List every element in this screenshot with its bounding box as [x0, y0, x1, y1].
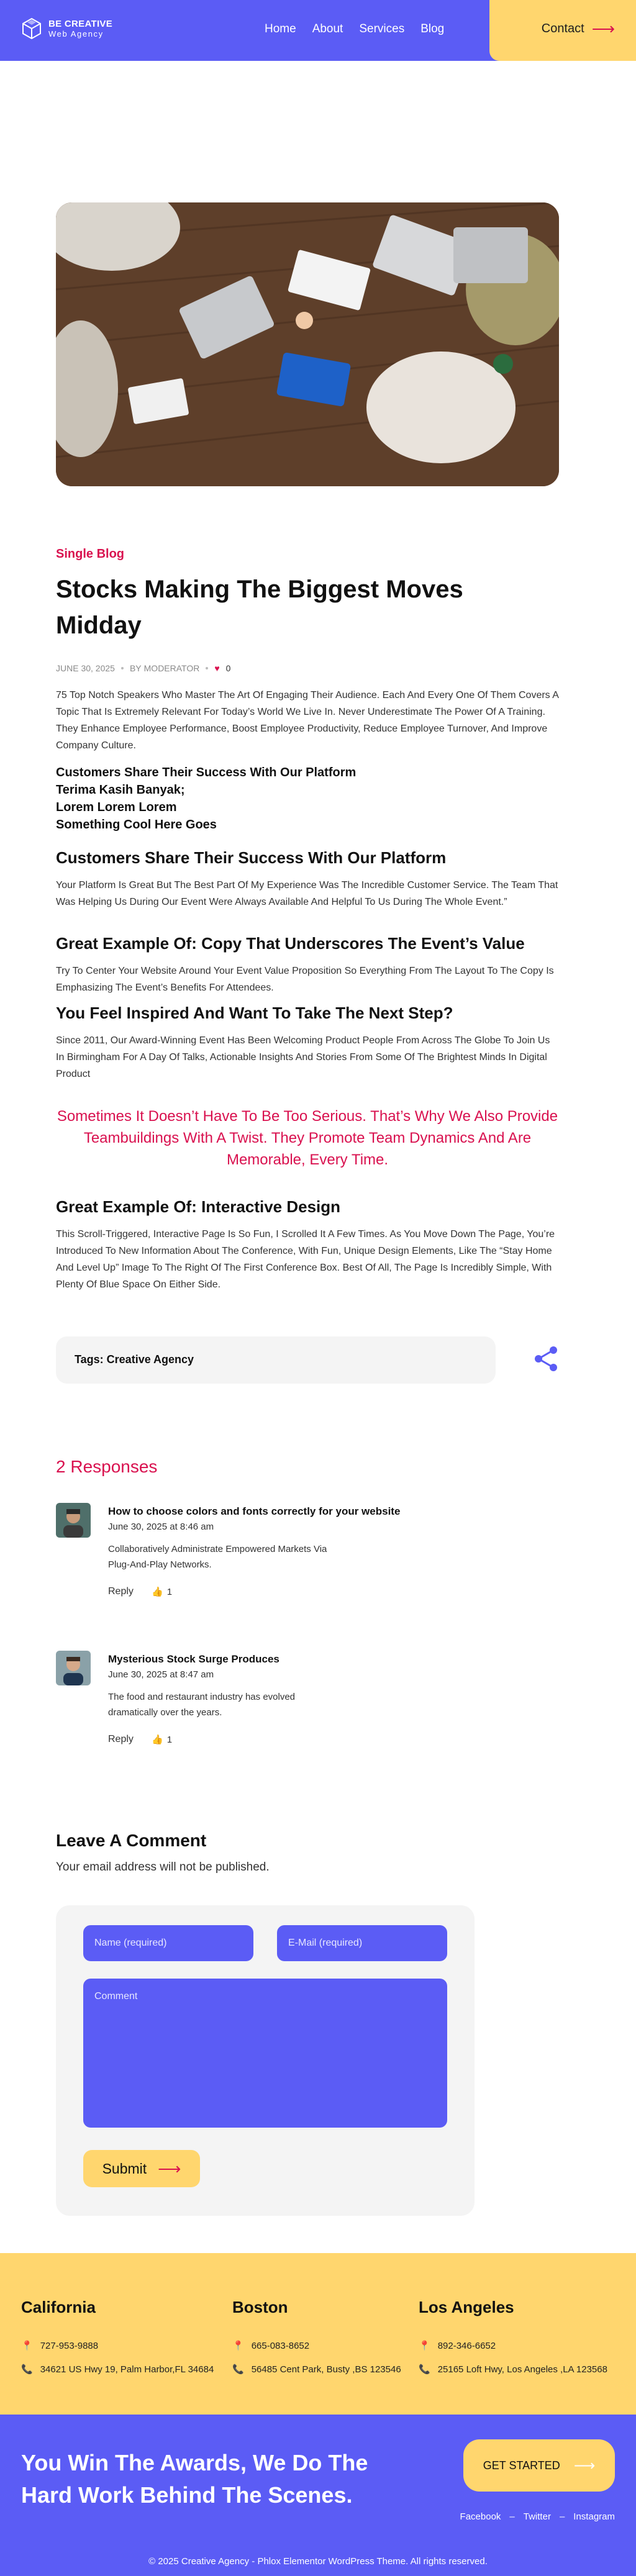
arrow-right-icon: ⟶ — [158, 2159, 181, 2178]
thumbs-up-icon: 👍 — [152, 1587, 163, 1597]
avatar-image — [56, 1503, 91, 1538]
get-started-button[interactable] — [463, 2439, 615, 2492]
comment-like-button[interactable] — [152, 1586, 172, 1597]
comment-form — [56, 1905, 475, 2216]
social-instagram[interactable]: Instagram — [573, 2511, 615, 2522]
tags-box — [56, 1336, 496, 1384]
social-separator: – — [509, 2511, 515, 2522]
list-item: Lorem Lorem Lorem — [56, 800, 177, 814]
contact-button[interactable] — [542, 20, 615, 37]
comment-date[interactable]: June 30, 2025 at 8:47 am — [108, 1669, 214, 1680]
section-paragraph: Your Platform Is Great But The Best Part Of My Experience Was The Incredible Customer Service. The Team That Was Helping Us During Our Event Were Always Available And Helpful To Us During The Whole Event.” — [56, 880, 558, 907]
location-phone[interactable] — [21, 2340, 98, 2351]
post-meta — [56, 663, 230, 673]
section-heading: Great Example Of: Copy That Underscores The Event’s Value — [56, 934, 525, 953]
meeting-table-photo — [56, 202, 559, 486]
post-intro: 75 Top Notch Speakers Who Master The Art Of Engaging Their Audience. Each And Every One Of Them Covers A Topic That Is Extremely Relevant For Today’s World We Live In. Never Underestimate The Power Of A Training. They Enhance Employee Performance, Boost Employee Productivity, Reduce Employee Turnover, And Improve Company Culture. — [56, 690, 559, 751]
blog-post — [0, 61, 636, 2314]
location-city: California — [21, 2298, 96, 2316]
comment-date[interactable]: June 30, 2025 at 8:46 am — [108, 1522, 214, 1532]
footer-cta-title: You Win The Awards, We Do The Hard Work Behind The Scenes. — [21, 2450, 368, 2508]
phone-icon: 📞 — [419, 2364, 430, 2375]
site-header — [0, 0, 636, 61]
phone-icon: 📞 — [21, 2364, 33, 2375]
list-item: Something Cool Here Goes — [56, 818, 217, 832]
footer-cta — [0, 2415, 636, 2576]
comment-text: Collaboratively Administrate Empowered Markets Via Plug-And-Play Networks. — [108, 1544, 327, 1570]
cube-logo-icon — [21, 17, 42, 40]
phone-icon: 📞 — [232, 2364, 244, 2375]
meta-separator — [121, 667, 124, 669]
address-text: 34621 US Hwy 19, Palm Harbor,FL 34684 — [40, 2364, 214, 2375]
site-logo[interactable] — [21, 17, 112, 40]
address-text: 25165 Loft Hwy, Los Angeles ,LA 123568 — [437, 2364, 607, 2375]
pin-icon: 📍 — [232, 2341, 244, 2351]
phone-text: 665-083-8652 — [251, 2340, 310, 2351]
avatar-image — [56, 1651, 91, 1685]
arrow-right-icon: ⟶ — [573, 2457, 596, 2474]
list-item: Customers Share Their Success With Our Platform — [56, 766, 357, 779]
name-field[interactable]: Name (required) — [83, 1925, 253, 1961]
location-phone[interactable] — [419, 2340, 496, 2351]
phone-text: 892-346-6652 — [437, 2340, 496, 2351]
phone-text: 727-953-9888 — [40, 2340, 99, 2351]
like-count: 0 — [225, 663, 231, 673]
post-category[interactable]: Single Blog — [56, 547, 124, 561]
heart-icon[interactable]: ♥ — [214, 663, 220, 673]
comment-textarea[interactable]: Comment — [83, 1979, 447, 2128]
nav-blog[interactable]: Blog — [420, 22, 445, 35]
post-date: JUNE 30, 2025 — [56, 663, 115, 673]
location-boston — [232, 2298, 401, 2375]
comment-title: How to choose colors and fonts correctly for your website — [108, 1505, 401, 1517]
social-twitter[interactable]: Twitter — [523, 2511, 551, 2522]
location-california — [21, 2298, 214, 2375]
leave-comment-title: Leave A Comment — [56, 1831, 207, 1850]
pin-icon: 📍 — [419, 2341, 430, 2351]
brand-tagline: Web Agency — [48, 29, 104, 39]
pull-quote: Sometimes It Doesn’t Have To Be Too Serious. That’s Why We Also Provide Teambuildings With A Twist. They Promote Team Dynamics And Are Memorable, Every Time. — [57, 1108, 558, 1168]
thumbs-up-icon: 👍 — [152, 1735, 163, 1745]
section-heading: Customers Share Their Success With Our Platform — [56, 848, 447, 867]
main-nav — [265, 22, 460, 36]
submit-label: Submit — [102, 2160, 147, 2177]
location-phone[interactable] — [232, 2340, 309, 2351]
location-address — [419, 2364, 607, 2375]
comment-text: The food and restaurant industry has evolved dramatically over the years. — [108, 1692, 296, 1718]
post-tags[interactable]: Tags: Creative Agency — [75, 1353, 194, 1366]
post-by: BY — [129, 663, 142, 673]
post-author[interactable]: MODERATOR — [143, 663, 200, 673]
pin-icon: 📍 — [21, 2341, 33, 2351]
meta-separator — [206, 667, 208, 669]
comment-title: Mysterious Stock Surge Produces — [108, 1653, 279, 1665]
avatar — [56, 1503, 91, 1538]
social-separator: – — [559, 2511, 565, 2522]
comment-like-button[interactable] — [152, 1734, 172, 1745]
section-paragraph: Try To Center Your Website Around Your Event Value Proposition So Everything From The Layout To The Copy Is Emphasizing The Event’s Benefits For Attendees. — [56, 966, 554, 993]
location-los-angeles — [419, 2298, 607, 2375]
location-address — [21, 2364, 214, 2375]
comment-like-count: 1 — [166, 1734, 173, 1745]
post-title: Stocks Making The Biggest Moves Midday — [56, 576, 463, 639]
social-facebook[interactable]: Facebook — [460, 2511, 501, 2522]
arrow-right-icon: ⟶ — [591, 19, 615, 38]
section-heading: Great Example Of: Interactive Design — [56, 1197, 341, 1216]
nav-about[interactable]: About — [312, 22, 343, 35]
location-city: Boston — [232, 2298, 288, 2316]
address-text: 56485 Cent Park, Busty ,BS 123546 — [251, 2364, 401, 2375]
reply-link[interactable]: Reply — [108, 1586, 134, 1597]
social-links — [460, 2511, 615, 2522]
leave-comment-subtitle: Your email address will not be published. — [56, 1861, 270, 1874]
hero-image — [56, 202, 559, 486]
section-paragraph: Since 2011, Our Award-Winning Event Has Been Welcoming Product People From Across The Globe To Join Us In Birmingham For A Day Of Talks, Actionable Insights And Stories From Some Of The Brightest Minds In Digital Product — [56, 1035, 550, 1079]
footer-locations — [0, 2253, 636, 2415]
comment-like-count: 1 — [166, 1586, 173, 1597]
submit-button[interactable] — [83, 2150, 200, 2187]
section-paragraph: This Scroll-Triggered, Interactive Page Is So Fun, I Scrolled It A Few Times. As You Move Down The Page, You’re Introduced To New Information About The Conference, With Fun, Unique Design Elements, Like The “Stay Home And Level Up” Image To The Right Of The First Conference Box. Best Of All, The Page Is Incredibly Simple, With Plenty Of Blue Space On Either Side. — [56, 1229, 555, 1290]
section-heading: You Feel Inspired And Want To Take The Next Step? — [56, 1004, 453, 1022]
responses-title: 2 Responses — [56, 1457, 158, 1476]
list-item: Terima Kasih Banyak; — [56, 783, 185, 797]
copyright: © 2025 Creative Agency - Phlox Elementor WordPress Theme. All rights reserved. — [148, 2556, 488, 2567]
location-city: Los Angeles — [419, 2298, 514, 2316]
reply-link[interactable]: Reply — [108, 1734, 134, 1744]
nav-home[interactable]: Home — [265, 22, 296, 35]
email-field[interactable]: E-Mail (required) — [277, 1925, 447, 1961]
get-started-label: GET STARTED — [483, 2459, 560, 2472]
location-address — [232, 2364, 401, 2375]
nav-services[interactable]: Services — [359, 22, 405, 35]
contact-label: Contact — [541, 21, 584, 35]
brand-name: BE CREATIVE — [48, 19, 113, 29]
avatar — [56, 1651, 91, 1685]
share-icon[interactable] — [533, 1345, 559, 1372]
